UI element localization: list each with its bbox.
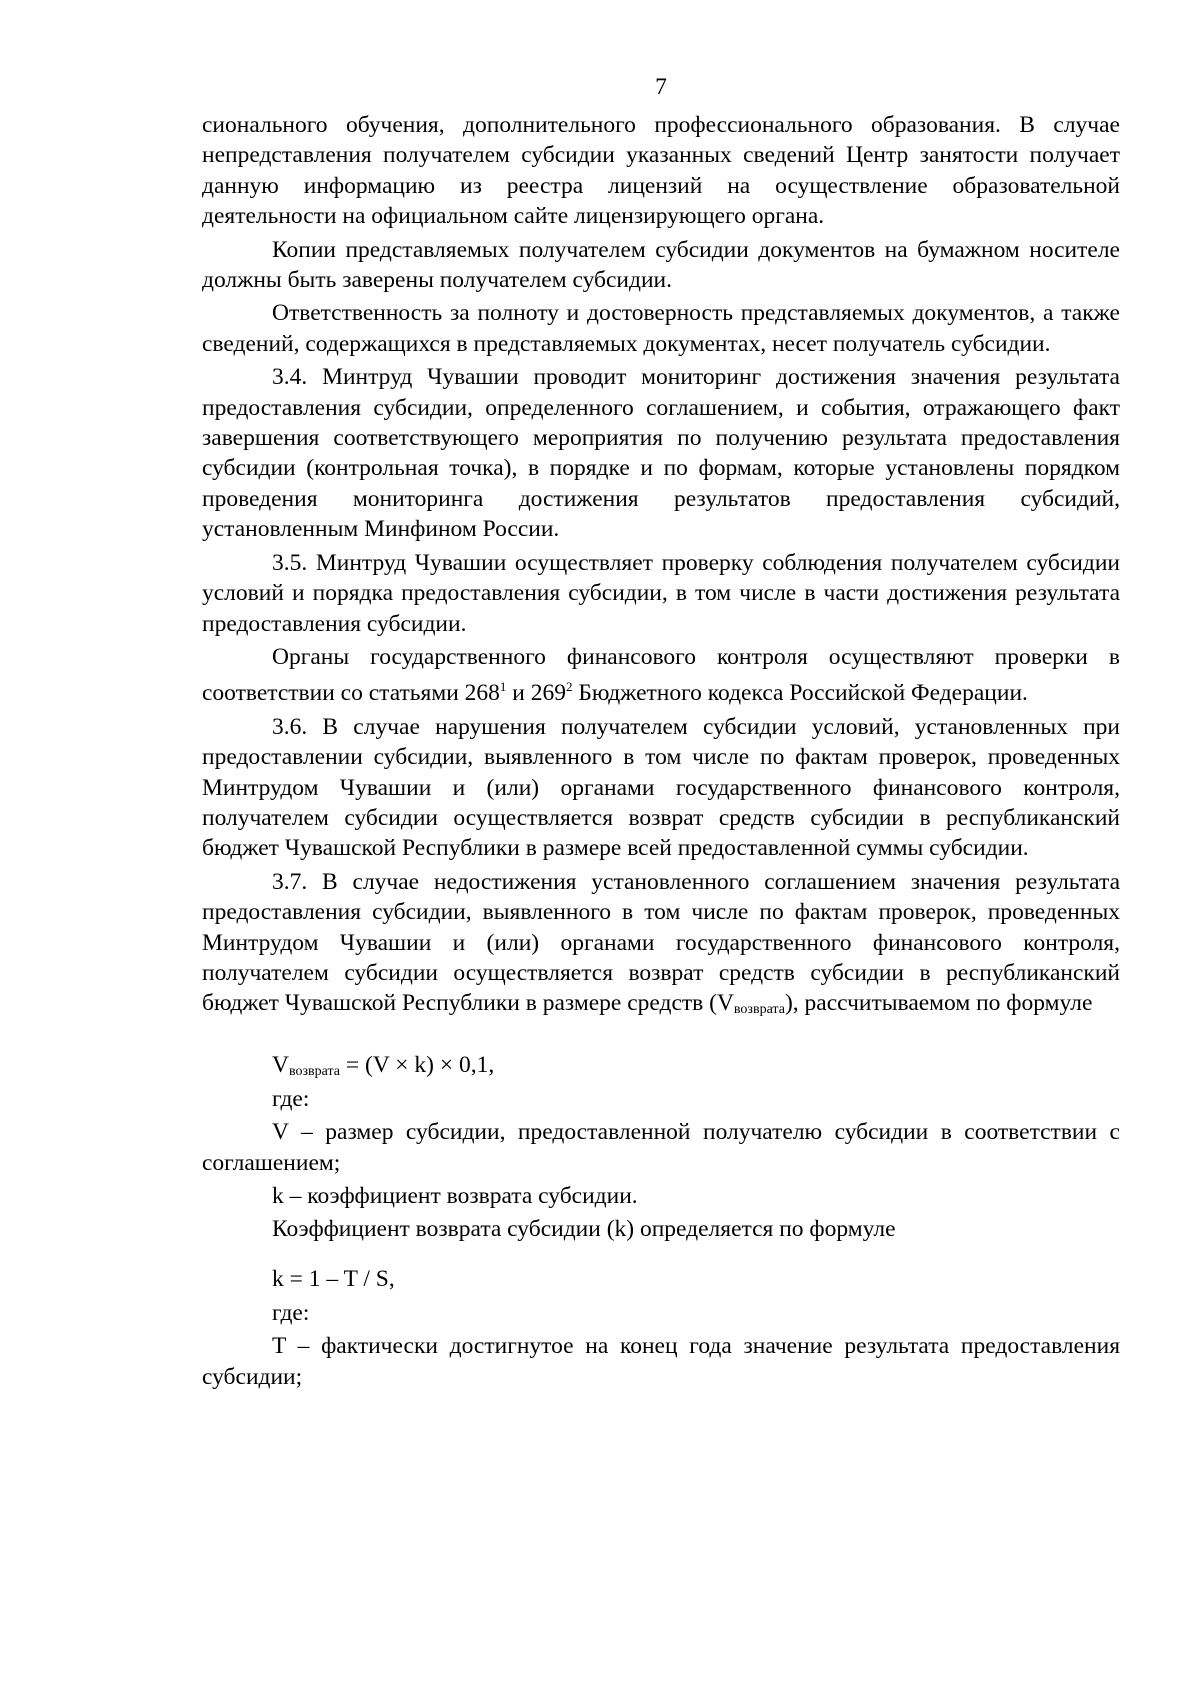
paragraph-responsibility: Ответственность за полноту и достоверность представляемых документов, а также сведений, содержащихся в представляемых документах, несет получатель субсидии. — [202, 300, 1120, 357]
definition-v: V – размер субсидии, предоставленной получателю субсидии в соответствии с соглашением; — [202, 1119, 1120, 1176]
subscript: возврата — [733, 1002, 785, 1018]
definition-t: T – фактически достигнутое на конец года значение результата предоставления субсидии; — [202, 1333, 1120, 1390]
paragraph-3-6: 3.6. В случае нарушения получателем субсидии условий, установленных при предоставлении субсидии, выявленного в том числе по фактам проверок, проведенных Минтрудом Чувашии и (или) органами государственного финансового контроля, получателем субсидии осуществляется возврат средств субсидии в республиканский бюджет Чувашской Республики в размере всей предоставленной суммы субсидии. — [202, 713, 1120, 862]
paragraph-3-4: 3.4. Минтруд Чувашии проводит мониторинг достижения значения результата предоставления субсидии, определенного соглашением, и события, отражающего факт завершения соответствующего мероприятия по получению результата предоставления субсидии (контрольная точка), в порядке и по формам, которые установлены порядком проведения мониторинга достижения результатов предоставления субсидий, установленным Минфином России. — [202, 364, 1120, 543]
where-label: где: — [272, 1299, 310, 1326]
page-number: 7 — [655, 74, 667, 100]
formula-return-amount — [272, 1049, 1120, 1081]
coefficient-intro: Коэффициент возврата субсидии (k) определяется по формуле — [272, 1216, 896, 1243]
paragraph-continuation: сионального обучения, дополнительного профессионального образования. В случае непредставления получателем субсидии указанных сведений Центр занятости получает данную информацию из реестра лицензий на осуществление образовательной деятельности на официальном сайте лицензирующего органа. — [202, 112, 1120, 230]
subscript: возврата — [288, 1063, 340, 1079]
superscript: 1 — [499, 679, 507, 695]
formula-rhs: = (V × k) × 0,1, — [340, 1051, 495, 1078]
where-label: где: — [272, 1085, 310, 1112]
paragraph-3-7 — [202, 867, 1120, 1026]
superscript: 2 — [565, 679, 573, 695]
text: Органы государственного финансового контроля осуществляют проверки в соответствии со статьями 268 — [202, 643, 1120, 707]
text: ), рассчитываемом по формуле — [784, 990, 1093, 1017]
text: и 269 — [506, 680, 566, 707]
formula-lhs: V — [272, 1051, 289, 1078]
document-page — [202, 0, 1120, 1392]
text: 3.7. В случае недостижения установленного соглашением значения результата предоставления субсидии, выявленного в том числе по фактам проверок, проведенных Минтрудом Чувашии и (или) органами государственного финансового контроля, получателем субсидии осуществляется возврат средств субсидии в республиканский бюджет Чувашской Республики в размере средств (V — [202, 868, 1120, 1017]
definition-k: k – коэффициент возврата субсидии. — [272, 1183, 638, 1209]
paragraph-copies: Копии представляемых получателем субсидии документов на бумажном носителе должны быть заверены получателем субсидии. — [202, 236, 1120, 294]
paragraph-financial-control — [202, 642, 1120, 709]
text: Бюджетного кодекса Российской Федерации. — [572, 680, 1028, 707]
paragraph-3-5: 3.5. Минтруд Чувашии осуществляет проверку соблюдения получателем субсидии условий и порядка предоставления субсидии, в том числе в части достижения результата предоставления субсидии. — [202, 549, 1120, 637]
formula-coefficient: k = 1 – T / S, — [272, 1265, 395, 1292]
